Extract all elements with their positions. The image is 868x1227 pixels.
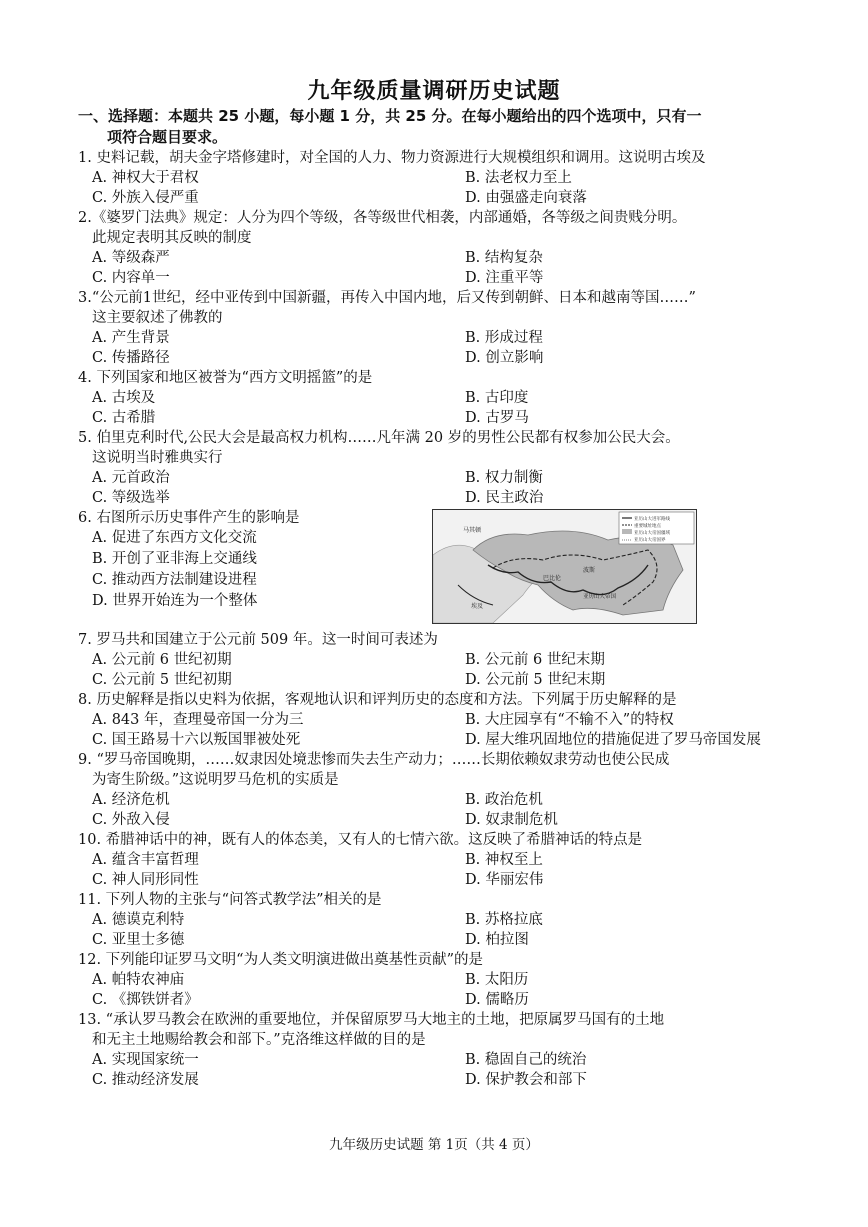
option-d: D. 屋大维巩固地位的措施促进了罗马帝国发展 — [465, 732, 761, 748]
option-d: D. 奴隶制危机 — [465, 812, 558, 828]
options — [78, 528, 428, 612]
option-b: B. 太阳历 — [465, 972, 529, 988]
option-d: D. 儒略历 — [465, 992, 529, 1008]
option-c: C. 内容单一 — [92, 270, 170, 286]
option-b: B. 开创了亚非海上交通线 — [92, 551, 257, 567]
question-stem-continued: 这说明当时雅典实行 — [92, 450, 223, 466]
option-c: C. 国王路易十六以叛国罪被处死 — [92, 732, 301, 748]
question-stem: 6. 右图所示历史事件产生的影响是 — [78, 510, 300, 526]
question-stem-continued: 这主要叙述了佛教的 — [92, 310, 223, 326]
question-stem: 10. 希腊神话中的神，既有人的体态美，又有人的七情六欲。这反映了希腊神话的特点是 — [78, 832, 643, 848]
option-a: A. 德谟克利特 — [92, 912, 185, 928]
map-graphic — [433, 510, 696, 623]
options — [78, 790, 803, 830]
question-11 — [78, 890, 803, 950]
options — [78, 1050, 803, 1090]
question-9 — [78, 750, 803, 830]
option-a: A. 实现国家统一 — [92, 1052, 199, 1068]
option-d: D. 由强盛走向衰落 — [465, 190, 587, 206]
question-7 — [78, 630, 803, 690]
question-stem: 9. “罗马帝国晚期，……奴隶因处境悲惨而失去生产动力；……长期依赖奴隶劳动也使公民成 — [78, 752, 670, 768]
options — [78, 168, 803, 208]
question-stem: 1. 史料记载，胡夫金字塔修建时，对全国的人力、物力资源进行大规模组织和调用。这说明古埃及 — [78, 150, 706, 166]
page-title: 九年级质量调研历史试题 — [307, 79, 561, 104]
option-a: A. 经济危机 — [92, 792, 170, 808]
option-d: D. 保护教会和部下 — [465, 1072, 587, 1088]
option-c: C. 亚里士多德 — [92, 932, 185, 948]
question-stem: 12. 下列能印证罗马文明“为人类文明演进做出奠基性贡献”的是 — [78, 952, 483, 968]
map-label-3: 巴比伦 — [543, 575, 562, 582]
section-heading — [78, 106, 798, 148]
section-heading-line-2: 项符合题目要求。 — [107, 128, 228, 146]
option-d: D. 柏拉图 — [465, 932, 529, 948]
option-c: C. 等级选举 — [92, 490, 170, 506]
option-d: D. 华丽宏伟 — [465, 872, 544, 888]
question-stem-continued: 此规定表明其反映的制度 — [92, 230, 252, 246]
option-a: A. 843 年，查理曼帝国一分为三 — [92, 712, 304, 728]
option-a: A. 公元前 6 世纪初期 — [92, 652, 232, 668]
question-stem: 4. 下列国家和地区被誉为“西方文明摇篮”的是 — [78, 370, 373, 386]
option-b: B. 公元前 6 世纪末期 — [465, 652, 605, 668]
legend-1: 亚历山大进军路线 — [634, 517, 670, 522]
option-b: B. 古印度 — [465, 390, 529, 406]
option-c: C. 传播路径 — [92, 350, 170, 366]
options — [78, 328, 803, 368]
question-stem: 2.《婆罗门法典》规定：人分为四个等级，各等级世代相袭，内部通婚，各等级之间贵贱分明。 — [78, 210, 687, 226]
question-12 — [78, 950, 803, 1010]
question-stem: 3.“公元前1世纪，经中亚传到中国新疆，再传入中国内地，后又传到朝鲜、日本和越南等国……” — [78, 290, 696, 306]
options — [78, 850, 803, 890]
option-b: B. 神权至上 — [465, 852, 543, 868]
option-d: D. 注重平等 — [465, 270, 544, 286]
question-stem: 7. 罗马共和国建立于公元前 509 年。这一时间可表述为 — [78, 632, 438, 648]
map-label-2: 波斯 — [583, 567, 596, 574]
question-stem-continued: 为寄生阶级。”这说明罗马危机的实质是 — [92, 772, 339, 788]
option-c: C. 神人同形同性 — [92, 872, 199, 888]
question-13 — [78, 1010, 803, 1090]
option-c: C. 古希腊 — [92, 410, 156, 426]
option-a: A. 帕特农神庙 — [92, 972, 185, 988]
option-d: D. 创立影响 — [465, 350, 544, 366]
question-stem: 13. “承认罗马教会在欧洲的重要地位，并保留原罗马大地主的土地，把原属罗马国有的土地 — [78, 1012, 665, 1028]
option-c: C. 推动经济发展 — [92, 1072, 199, 1088]
legend-3: 亚历山大帝国疆域 — [634, 531, 670, 536]
alexander-campaign-map — [432, 509, 697, 624]
option-a: A. 神权大于君权 — [92, 170, 199, 186]
question-stem: 11. 下列人物的主张与“问答式教学法”相关的是 — [78, 892, 382, 908]
option-b: B. 大庄园享有“不输不入”的特权 — [465, 712, 674, 728]
map-label-5: 亚历山大帝国 — [583, 594, 617, 600]
option-b: B. 形成过程 — [465, 330, 543, 346]
question-stem-continued: 和无主土地赐给教会和部下。”克洛维这样做的目的是 — [92, 1032, 426, 1048]
question-3 — [78, 288, 803, 368]
options — [78, 910, 803, 950]
question-4 — [78, 368, 803, 428]
section-heading-line-1: 一、选择题：本题共 25 小题，每小题 1 分，共 25 分。在每小题给出的四个选项中，只有一 — [78, 107, 702, 125]
options — [78, 388, 803, 428]
question-10 — [78, 830, 803, 890]
option-d: D. 世界开始连为一个整体 — [92, 593, 258, 609]
question-1 — [78, 148, 803, 208]
options — [78, 468, 803, 508]
options — [78, 248, 803, 288]
option-d: D. 古罗马 — [465, 410, 529, 426]
question-stem: 5. 伯里克利时代,公民大会是最高权力机构……凡年满 20 岁的男性公民都有权参加公民大会。 — [78, 430, 680, 446]
question-2 — [78, 208, 803, 288]
option-b: B. 稳固自己的统治 — [465, 1052, 587, 1068]
question-6 — [78, 508, 428, 612]
option-d: D. 公元前 5 世纪末期 — [465, 672, 606, 688]
option-a: A. 蕴含丰富哲理 — [92, 852, 199, 868]
option-d: D. 民主政治 — [465, 490, 544, 506]
question-8 — [78, 690, 803, 750]
options — [78, 650, 803, 690]
page-footer: 九年级历史试题 第 1页（共 4 页） — [329, 1137, 539, 1153]
option-c: C. 外族入侵严重 — [92, 190, 199, 206]
options — [78, 970, 803, 1010]
map-label-4: 埃及 — [471, 603, 484, 610]
option-a: A. 等级森严 — [92, 250, 170, 266]
option-b: B. 苏格拉底 — [465, 912, 543, 928]
map-label-1: 马其顿 — [463, 527, 482, 534]
question-stem: 8. 历史解释是指以史料为依据，客观地认识和评判历史的态度和方法。下列属于历史解释的是 — [78, 692, 677, 708]
option-c: C. 推动西方法制建设进程 — [92, 572, 257, 588]
option-c: C. 《掷铁饼者》 — [92, 992, 199, 1008]
option-a: A. 古埃及 — [92, 390, 156, 406]
option-b: B. 结构复杂 — [465, 250, 543, 266]
option-c: C. 公元前 5 世纪初期 — [92, 672, 232, 688]
option-b: B. 法老权力至上 — [465, 170, 572, 186]
option-a: A. 元首政治 — [92, 470, 170, 486]
question-5 — [78, 428, 803, 508]
option-b: B. 政治危机 — [465, 792, 543, 808]
option-c: C. 外敌入侵 — [92, 812, 170, 828]
option-a: A. 产生背景 — [92, 330, 170, 346]
legend-2: 重要城址地点 — [634, 524, 661, 529]
option-b: B. 权力制衡 — [465, 470, 543, 486]
option-a: A. 促进了东西方文化交流 — [92, 530, 257, 546]
options — [78, 710, 803, 750]
legend-4: 亚历山大帝国界 — [634, 538, 666, 543]
